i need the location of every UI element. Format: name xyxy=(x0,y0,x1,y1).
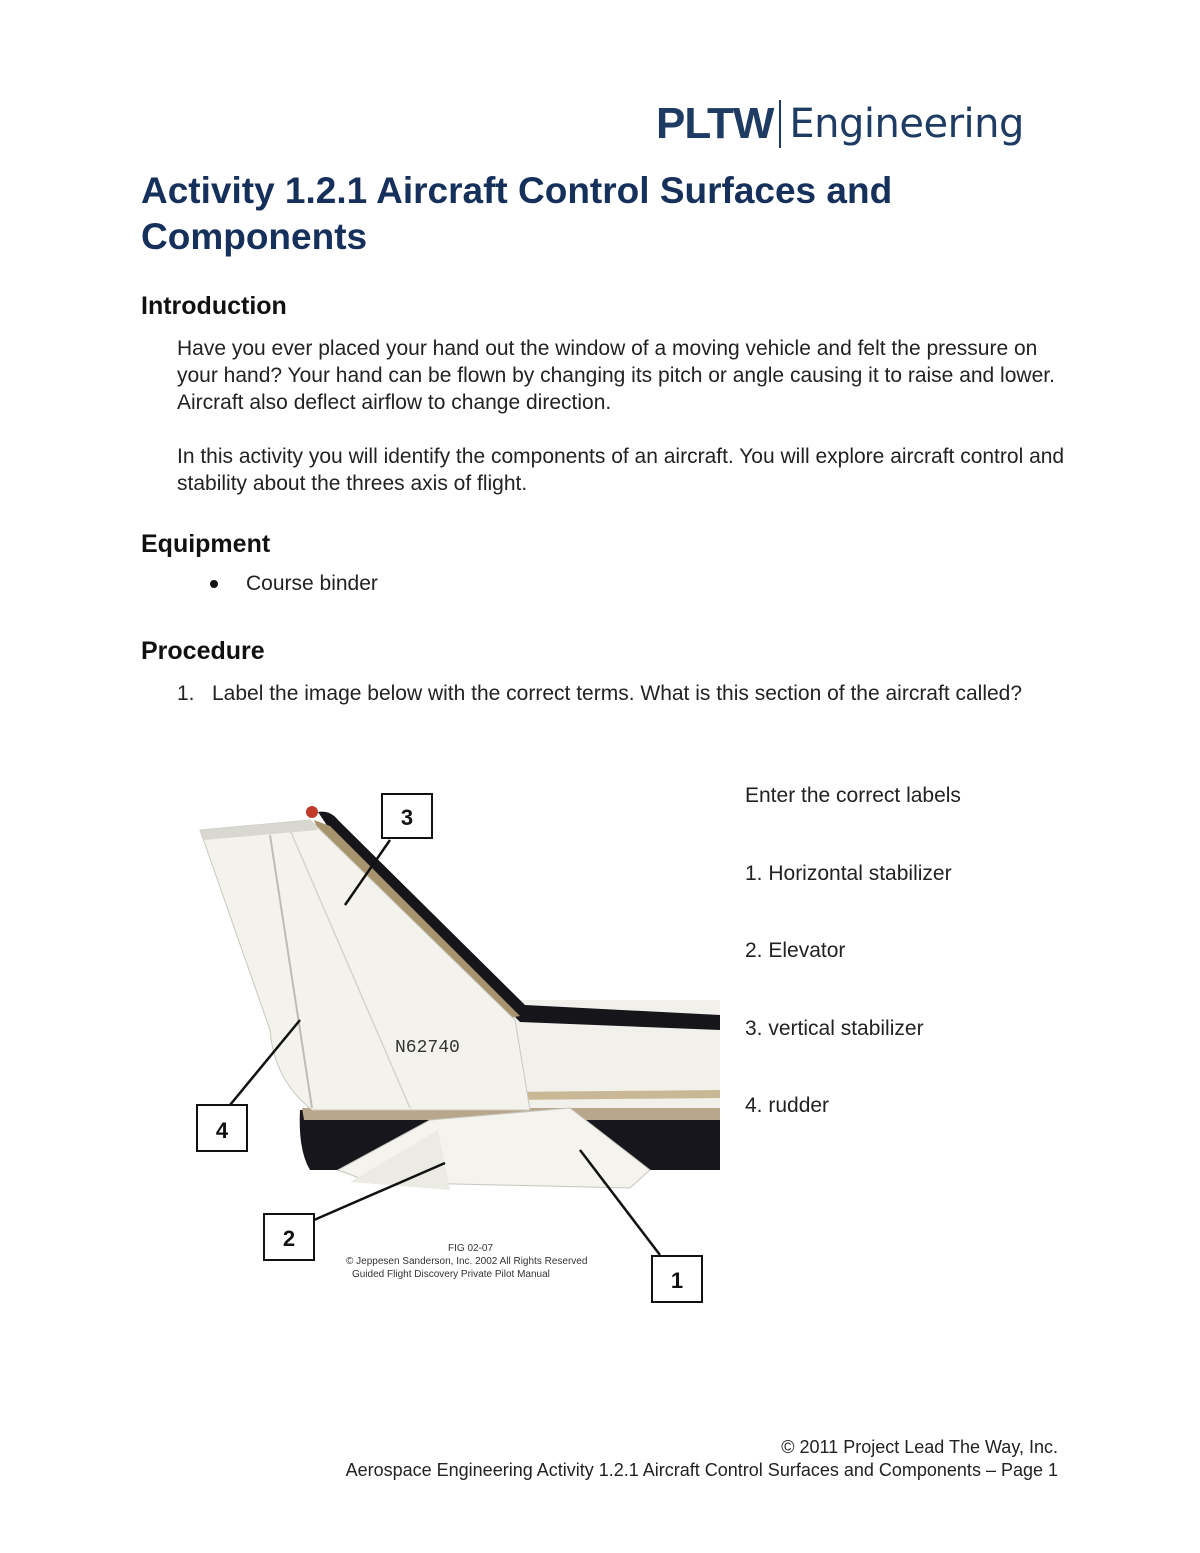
footer-page-line: Aerospace Engineering Activity 1.2.1 Aircraft Control Surfaces and Components – Page 1 xyxy=(345,1460,1058,1480)
pltw-logo xyxy=(656,96,1024,152)
step-text: Label the image below with the correct terms. What is this section of the aircraft called? xyxy=(212,682,1023,705)
registration-number: N62740 xyxy=(395,1038,460,1058)
label-answer-4[interactable]: 4. rudder xyxy=(745,1094,830,1117)
page-title: Activity 1.2.1 Aircraft Control Surfaces and Components xyxy=(141,170,893,257)
introduction-heading: Introduction xyxy=(141,292,287,320)
callout-1-label: 1 xyxy=(670,1268,684,1293)
aircraft-tail-illustration xyxy=(190,790,720,1310)
label-answer-1[interactable]: 1. Horizontal stabilizer xyxy=(745,862,952,885)
procedure-heading: Procedure xyxy=(141,637,265,665)
label-answer-3[interactable]: 3. vertical stabilizer xyxy=(745,1017,924,1040)
introduction-paragraph-2: In this activity you will identify the components of an aircraft. You will explore aircraft control and stability about the threes axis of flight. xyxy=(177,445,1065,495)
logo-divider xyxy=(779,100,781,148)
beacon-light xyxy=(306,806,318,818)
callout-3-label: 3 xyxy=(400,805,414,830)
figure-caption-source: Guided Flight Discovery Private Pilot Manual xyxy=(352,1269,550,1280)
logo-division: Engineering xyxy=(789,101,1024,147)
figure-caption-number: FIG 02-07 xyxy=(448,1243,494,1254)
callout-2-label: 2 xyxy=(282,1226,296,1251)
introduction-paragraph-1: Have you ever placed your hand out the window of a moving vehicle and felt the pressure on your hand? Your hand can be flown by changing its pitch or angle causing it to raise and lower. Aircraft also deflect airflow to change direction. xyxy=(177,337,1055,414)
step-number: 1. xyxy=(177,682,195,705)
equipment-list-item xyxy=(210,572,378,596)
logo-brand: PLTW xyxy=(656,99,774,148)
aircraft-tail-figure xyxy=(190,790,720,1310)
footer-copyright: © 2011 Project Lead The Way, Inc. xyxy=(781,1437,1058,1457)
callout-4-label: 4 xyxy=(215,1118,229,1143)
label-answer-2[interactable]: 2. Elevator xyxy=(745,939,846,962)
equipment-heading: Equipment xyxy=(141,530,271,558)
procedure-step xyxy=(177,680,1067,707)
bullet-icon xyxy=(210,580,218,588)
equipment-item-label: Course binder xyxy=(246,572,378,595)
labels-heading: Enter the correct labels xyxy=(745,784,961,807)
figure-caption-copyright: © Jeppesen Sanderson, Inc. 2002 All Rights Reserved xyxy=(346,1256,588,1267)
